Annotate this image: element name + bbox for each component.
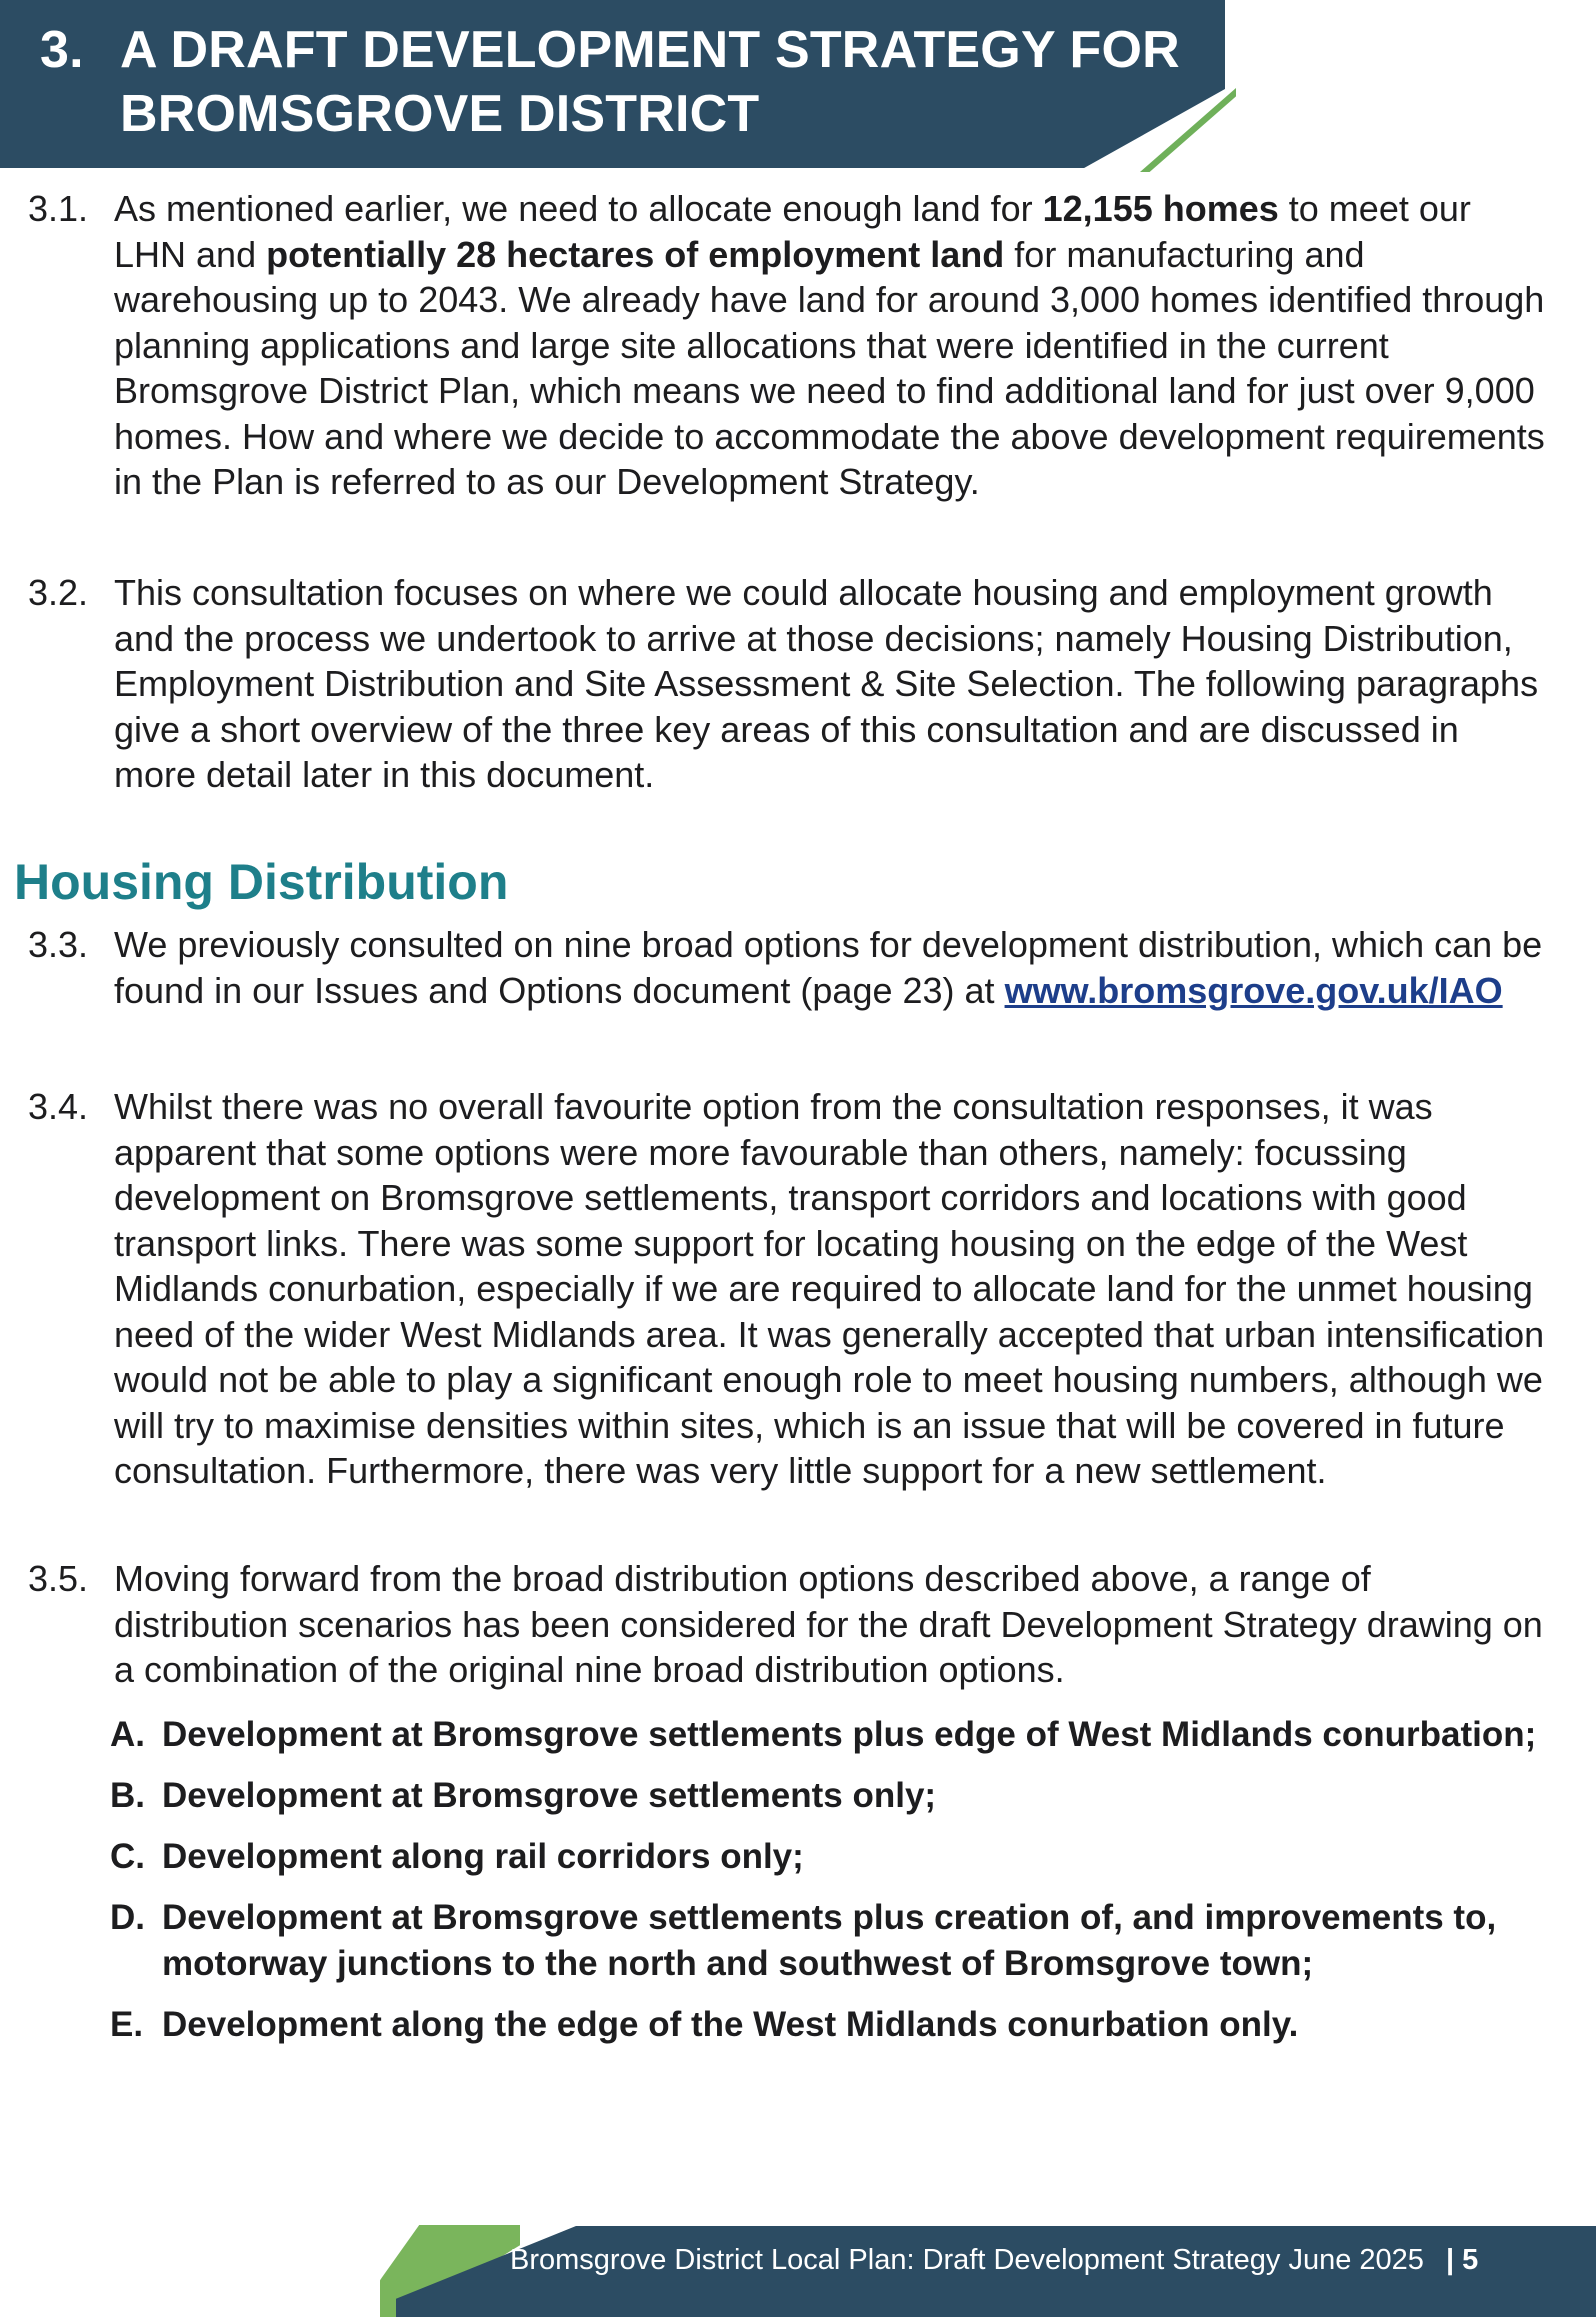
section-title-line2: BROMSGROVE DISTRICT	[120, 85, 760, 143]
list-item-letter: C.	[110, 1837, 145, 1876]
iao-link[interactable]: www.bromsgrove.gov.uk/IAO	[1004, 969, 1503, 1011]
paragraph-3-3	[28, 922, 1548, 1013]
distribution-options-list	[110, 1712, 1550, 2063]
paragraph-number: 3.4.	[28, 1086, 89, 1127]
section-title	[40, 18, 1180, 146]
paragraph-3-5	[28, 1556, 1548, 1693]
list-item-letter: A.	[110, 1715, 145, 1754]
list-item	[110, 1834, 1550, 1880]
list-item-letter: E.	[110, 2005, 144, 2044]
paragraph-number: 3.1.	[28, 188, 89, 229]
paragraph-number: 3.2.	[28, 572, 89, 613]
list-item-text: Development at Bromsgrove settlements plus creation of, and improvements to, motorway junctions to the north and southwest of Bromsgrove town;	[162, 1898, 1497, 1983]
footer-separator: |	[1445, 2244, 1455, 2276]
section-title-line1: A DRAFT DEVELOPMENT STRATEGY FOR	[120, 21, 1180, 79]
text-run: for manufacturing and warehousing up to 2043. We already have land for around 3,000 homes identified through planning applications and large site allocations that were identified in the current Bromsgrove District Plan, which means we need to find additional land for just over 9,000 homes. How and where we decide to accommodate the above development requirements in the Plan is referred to as our Development Strategy.	[114, 233, 1545, 502]
footer-title: Bromsgrove District Local Plan: Draft Development Strategy June 2025	[510, 2244, 1424, 2276]
list-item-letter: B.	[110, 1776, 145, 1815]
list-item-text: Development along the edge of the West Midlands conurbation only.	[162, 2005, 1299, 2044]
paragraph-text: Whilst there was no overall favourite option from the consultation responses, it was apparent that some options were more favourable than others, namely: focussing development on Bromsgrove settlements, transport corridors and locations with good transport links. There was some support for locating housing on the edge of the West Midlands conurbation, especially if we are required to allocate land for the unmet housing need of the wider West Midlands area. It was generally accepted that urban intensification would not be able to play a significant enough role to meet housing numbers, although we will try to maximise densities within sites, which is an issue that will be covered in future consultation. Furthermore, there was very little support for a new settlement.	[114, 1086, 1545, 1491]
text-run: We previously consulted on nine broad options for development distribution, which can be found in our Issues and Options document (page 23) at	[114, 924, 1543, 1011]
text-run: to meet our LHN and	[114, 188, 1471, 275]
heading-housing-distribution: Housing Distribution	[14, 854, 509, 910]
text-run: As mentioned earlier, we need to allocate enough land for	[114, 188, 1043, 229]
list-item	[110, 2002, 1550, 2048]
list-item-text: Development at Bromsgrove settlements plus edge of West Midlands conurbation;	[162, 1715, 1537, 1754]
paragraph-text	[114, 186, 1548, 505]
paragraph-3-2	[28, 570, 1548, 798]
paragraph-3-4	[28, 1084, 1548, 1494]
paragraph-number: 3.3.	[28, 924, 89, 965]
footer-text	[510, 2240, 1478, 2280]
list-item-text: Development along rail corridors only;	[162, 1837, 804, 1876]
list-item	[110, 1773, 1550, 1819]
list-item	[110, 1712, 1550, 1758]
paragraph-text	[114, 922, 1548, 1013]
page-number: 5	[1462, 2244, 1479, 2276]
list-item-text: Development at Bromsgrove settlements only;	[162, 1776, 937, 1815]
paragraph-text: Moving forward from the broad distribution options described above, a range of distribution scenarios has been considered for the draft Development Strategy drawing on a combination of the original nine broad distribution options.	[114, 1558, 1543, 1690]
paragraph-3-1	[28, 186, 1548, 505]
bold-employment-land: potentially 28 hectares of employment land	[266, 233, 1005, 275]
bold-homes-figure: 12,155 homes	[1042, 188, 1279, 229]
paragraph-text: This consultation focuses on where we could allocate housing and employment growth and the process we undertook to arrive at those decisions; namely Housing Distribution, Employment Distribution and Site Assessment & Site Selection. The following paragraphs give a short overview of the three key areas of this consultation and are discussed in more detail later in this document.	[114, 572, 1539, 795]
section-number: 3.	[40, 21, 84, 79]
list-item-letter: D.	[110, 1898, 145, 1937]
list-item	[110, 1895, 1550, 1987]
paragraph-number: 3.5.	[28, 1558, 89, 1599]
